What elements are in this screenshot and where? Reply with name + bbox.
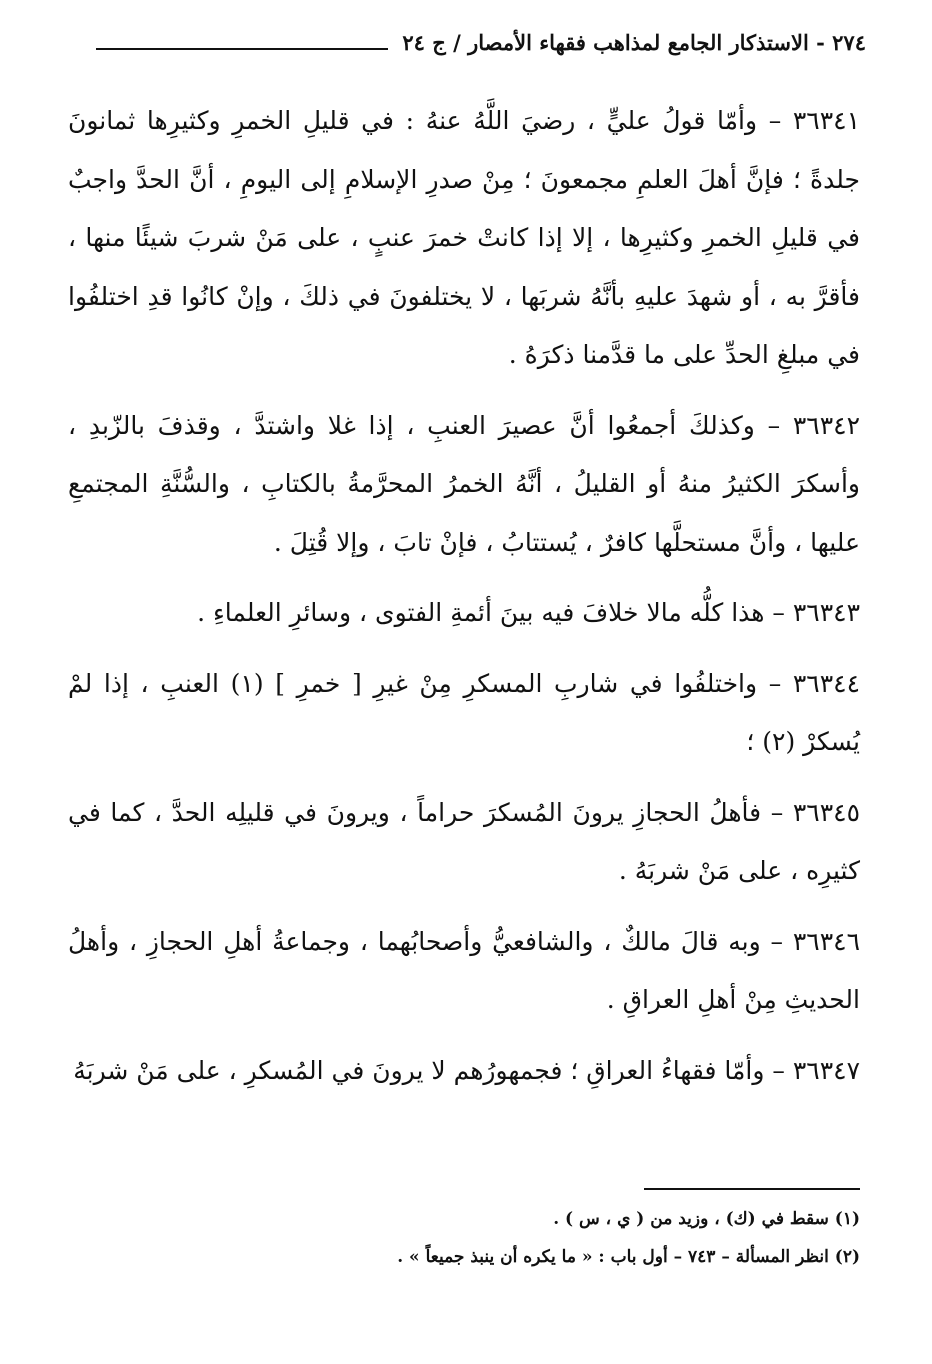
paragraph-36346	[68, 913, 860, 1030]
footnote-1: (١) سقط في (ك) ، وزيد من ( ي ، س ) .	[553, 1209, 860, 1229]
paragraph-36341	[68, 92, 860, 385]
paragraph-text: – وبه قالَ مالكٌ ، والشافعيُّ وأصحابُهما ، وجماعةُ أهلِ الحجازِ ، وأهلُ الحديثِ مِنْ أهلِ العراقِ .	[68, 926, 860, 1014]
paragraph-number: ٣٦٣٤١	[792, 106, 860, 135]
paragraph-text: – وأمّا قولُ عليٍّ ، رضيَ اللَّهُ عنهُ : في قليلِ الخمرِ وكثيرِها ثمانونَ جلدةً ؛ فإنَّ أهلَ العلمِ مجمعونَ ؛ مِنْ صدرِ الإسلامِ إلى اليومِ ، أنَّ الحدَّ واجبٌ في قليلِ الخمرِ وكثيرِها ، إلا إذا كانتْ خمرَ عنبٍ ، على مَنْ شربَ شيئًا منها ، فأقرَّ به ، أو شهدَ عليهِ بأنَّهُ شربَها ، لا يختلفونَ في ذلكَ ، وإنْ كانُوا قدِ اختلفُوا في مبلغِ الحدِّ على ما قدَّمنا ذكرَهُ .	[68, 106, 860, 369]
footnote-separator	[644, 1188, 860, 1190]
paragraph-36347	[68, 1042, 860, 1101]
paragraph-number: ٣٦٣٤٤	[792, 668, 860, 698]
paragraph-36344	[68, 655, 860, 772]
header-rule	[96, 48, 388, 50]
main-text	[68, 92, 860, 1112]
paragraph-text: – وكذلكَ أجمعُوا أنَّ عصيرَ العنبِ ، إذا غلا واشتدَّ ، وقذفَ بالزّبدِ ، وأسكرَ الكثيرُ منهُ أو القليلُ ، أنَّهُ الخمرُ المحرَّمةُ بالكتابِ ، والسُّنَّةِ المجتمعِ عليها ، وأنَّ مستحلَّها كافرٌ ، يُستتابُ ، فإنْ تابَ ، وإلا قُتِلَ .	[68, 410, 860, 557]
paragraph-36342	[68, 397, 860, 573]
page-header	[96, 22, 866, 62]
paragraph-text: – وأمّا فقهاءُ العراقِ ؛ فجمهورُهم لا يرونَ في المُسكرِ ، على مَنْ شربَهُ	[73, 1055, 785, 1085]
paragraph-text: – فأهلُ الحجازِ يرونَ المُسكرَ حراماً ، ويرونَ في قليلِه الحدَّ ، كما في كثيرِه ، على مَنْ شربَهُ .	[68, 797, 860, 885]
paragraph-text: – واختلفُوا في شاربِ المسكرِ مِنْ غيرِ [ خمرِ ] (١) العنبِ ، إذا لمْ يُسكرْ (٢) ؛	[68, 668, 860, 756]
paragraph-number: ٣٦٣٤٥	[792, 797, 860, 827]
paragraph-text: – هذا كلُّه مالا خلافَ فيه بينَ أئمةِ الفتوى ، وسائرِ العلماءِ .	[197, 598, 785, 627]
running-title: ٢٧٤ - الاستذكار الجامع لمذاهب فقهاء الأمصار / ج ٢٤	[402, 29, 866, 55]
paragraph-number: ٣٦٣٤٧	[792, 1055, 860, 1085]
paragraph-number: ٣٦٣٤٣	[792, 598, 860, 627]
paragraph-number: ٣٦٣٤٦	[792, 926, 860, 956]
paragraph-36343	[68, 584, 860, 643]
paragraph-36345	[68, 784, 860, 901]
paragraph-number: ٣٦٣٤٢	[792, 410, 860, 440]
footnotes	[68, 1200, 860, 1276]
footnote-2: (٢) انظر المسألة – ٧٤٣ – أول باب : « ما يكره أن ينبذ جميعاً » .	[397, 1247, 860, 1267]
